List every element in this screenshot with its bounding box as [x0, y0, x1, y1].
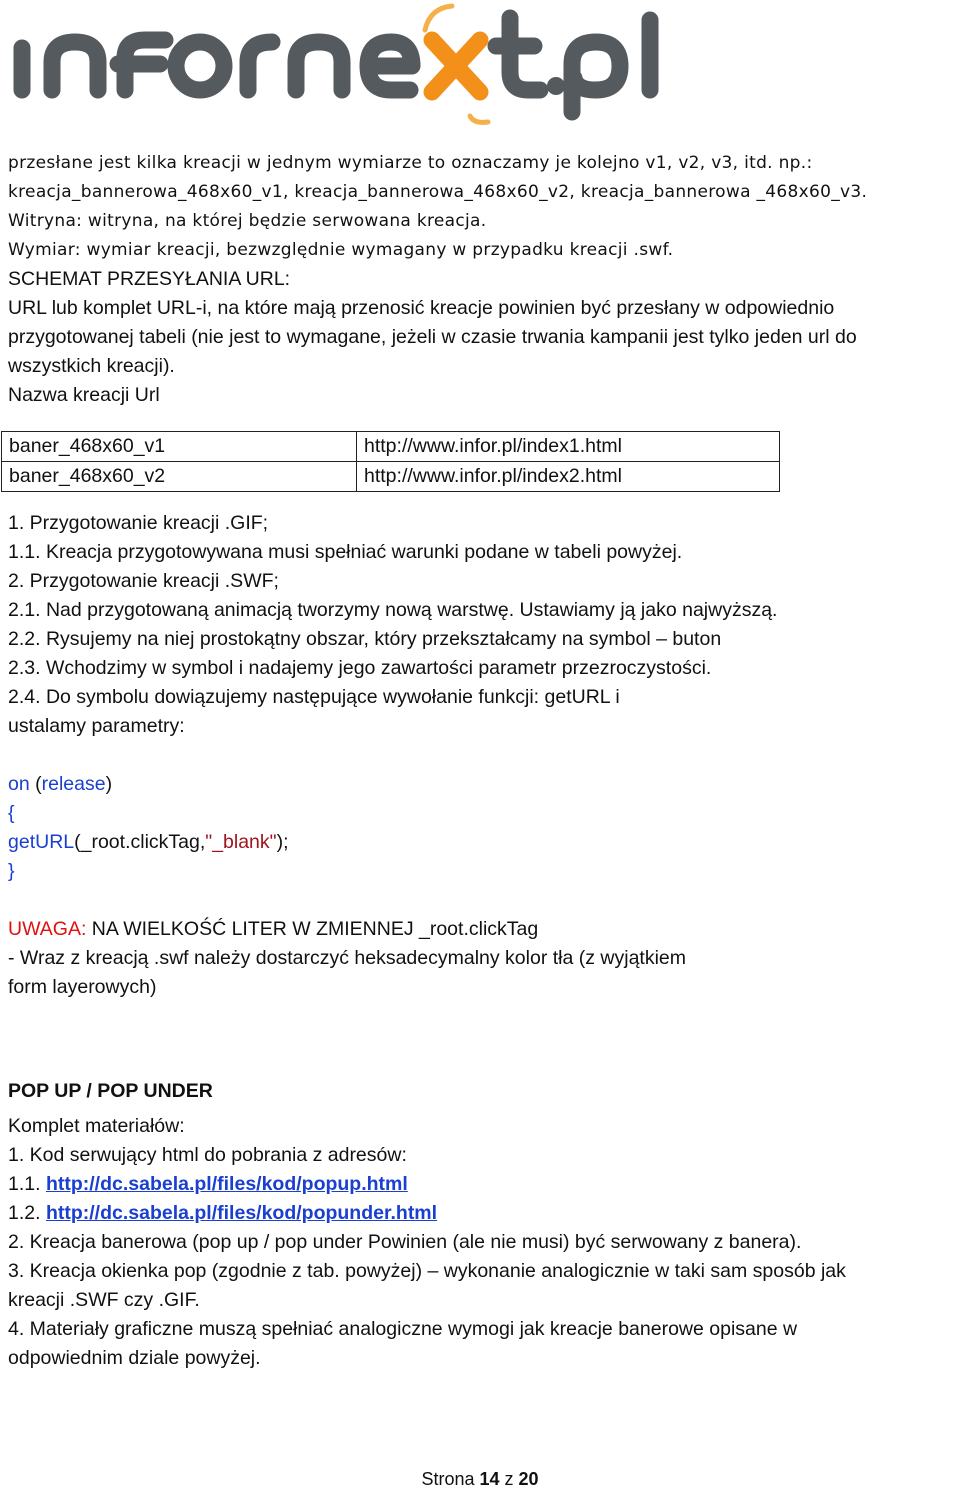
popup-item: 3. Kreacja okienka pop (zgodnie z tab. powyżej) – wykonanie analogicznie w taki sam sposób jak — [8, 1260, 846, 1282]
step-line: ustalamy parametry: — [8, 715, 185, 737]
page-footer — [0, 1469, 960, 1490]
footer-middle: z — [499, 1469, 519, 1489]
code-line: } — [8, 860, 15, 882]
link-prefix: 1.2. — [8, 1202, 46, 1224]
warning-note: form layerowych) — [8, 976, 157, 998]
creative-url-cell: http://www.infor.pl/index2.html — [357, 462, 780, 492]
popup-item: kreacji .SWF czy .GIF. — [8, 1289, 200, 1311]
step-line: 2. Przygotowanie kreacji .SWF; — [8, 570, 279, 592]
code-text: (_root.clickTag, — [74, 831, 206, 853]
popup-item: 4. Materiały graficzne muszą spełniać analogiczne wymogi jak kreacje banerowe opisane w — [8, 1318, 798, 1340]
step-line: 1. Przygotowanie kreacji .GIF; — [8, 512, 269, 534]
popup-code-link[interactable]: http://dc.sabela.pl/files/kod/popup.html — [45, 1173, 408, 1195]
step-line: 1.1. Kreacja przygotowywana musi spełniać warunki podane w tabeli powyżej. — [8, 541, 683, 563]
warning-line — [8, 915, 956, 944]
code-line: { — [8, 802, 15, 824]
code-keyword: release — [41, 773, 106, 795]
popup-item: 1. Kod serwujący html do pobrania z adresów: — [8, 1144, 407, 1166]
warning-label: UWAGA: — [8, 918, 87, 940]
code-string: "_blank" — [205, 831, 277, 853]
popup-intro: Komplet materiałów: — [8, 1115, 185, 1137]
code-text: ) — [105, 773, 113, 795]
intro-line: Witryna: witryna, na której będzie serwowana kreacja. — [8, 211, 487, 231]
footer-prefix: Strona — [421, 1469, 480, 1489]
popunder-code-link[interactable]: http://dc.sabela.pl/files/kod/popunder.html — [45, 1202, 438, 1224]
total-page-number: 20 — [518, 1469, 539, 1489]
url-table — [1, 431, 780, 492]
document-page — [8, 149, 956, 1373]
step-line: 2.4. Do symbolu dowiązujemy następujące wywołanie funkcji: getURL i — [8, 686, 620, 708]
schema-line: wszystkich kreacji). — [8, 355, 175, 377]
schema-table-caption: Nazwa kreacji Url — [8, 384, 160, 406]
schema-line: URL lub komplet URL-i, na które mają przenosić kreacje powinien być przesłany w odpowiednio — [8, 297, 835, 319]
code-line — [8, 770, 956, 799]
code-line — [8, 828, 956, 857]
code-keyword: on — [8, 773, 30, 795]
popup-link-line — [8, 1170, 956, 1199]
section-title: POP UP / POP UNDER — [8, 1080, 213, 1102]
step-line: 2.1. Nad przygotowaną animacją tworzymy nową warstwę. Ustawiamy ją jako najwyższą. — [8, 599, 778, 621]
popup-item: 2. Kreacja banerowa (pop up / pop under Powinien (ale nie musi) być serwowany z banera). — [8, 1231, 802, 1253]
table-row — [2, 432, 780, 462]
code-function: getURL — [8, 831, 75, 853]
creative-name-cell: baner_468x60_v2 — [2, 462, 357, 492]
current-page-number: 14 — [479, 1469, 500, 1489]
intro-line: przesłane jest kilka kreacji w jednym wymiarze to oznaczamy je kolejno v1, v2, v3, itd. np.: — [8, 153, 813, 173]
schema-line: przygotowanej tabeli (nie jest to wymagane, jeżeli w czasie trwania kampanii jest tylko jeden url do — [8, 326, 857, 348]
code-text: ); — [276, 831, 289, 853]
table-row — [2, 462, 780, 492]
code-text: ( — [29, 773, 42, 795]
link-prefix: 1.1. — [8, 1173, 46, 1195]
step-line: 2.3. Wchodzimy w symbol i nadajemy jego zawartości parametr przezroczystości. — [8, 657, 712, 679]
creative-url-cell: http://www.infor.pl/index1.html — [357, 432, 780, 462]
schema-heading: SCHEMAT PRZESYŁANIA URL: — [8, 268, 291, 290]
popup-item: odpowiednim dziale powyżej. — [8, 1347, 261, 1369]
intro-line: Wymiar: wymiar kreacji, bezwzględnie wymagany w przypadku kreacji .swf. — [8, 240, 674, 260]
popup-link-line — [8, 1199, 956, 1228]
infornext-logo — [0, 0, 680, 130]
creative-name-cell: baner_468x60_v1 — [2, 432, 357, 462]
step-line: 2.2. Rysujemy na niej prostokątny obszar, który przekształcamy na symbol – buton — [8, 628, 722, 650]
warning-text: NA WIELKOŚĆ LITER W ZMIENNEJ _root.clickTag — [86, 918, 539, 940]
intro-line: kreacja_bannerowa_468x60_v1, kreacja_bannerowa_468x60_v2, kreacja_bannerowa _468x60_v3. — [8, 182, 868, 202]
warning-note: - Wraz z kreacją .swf należy dostarczyć heksadecymalny kolor tła (z wyjątkiem — [8, 947, 687, 969]
